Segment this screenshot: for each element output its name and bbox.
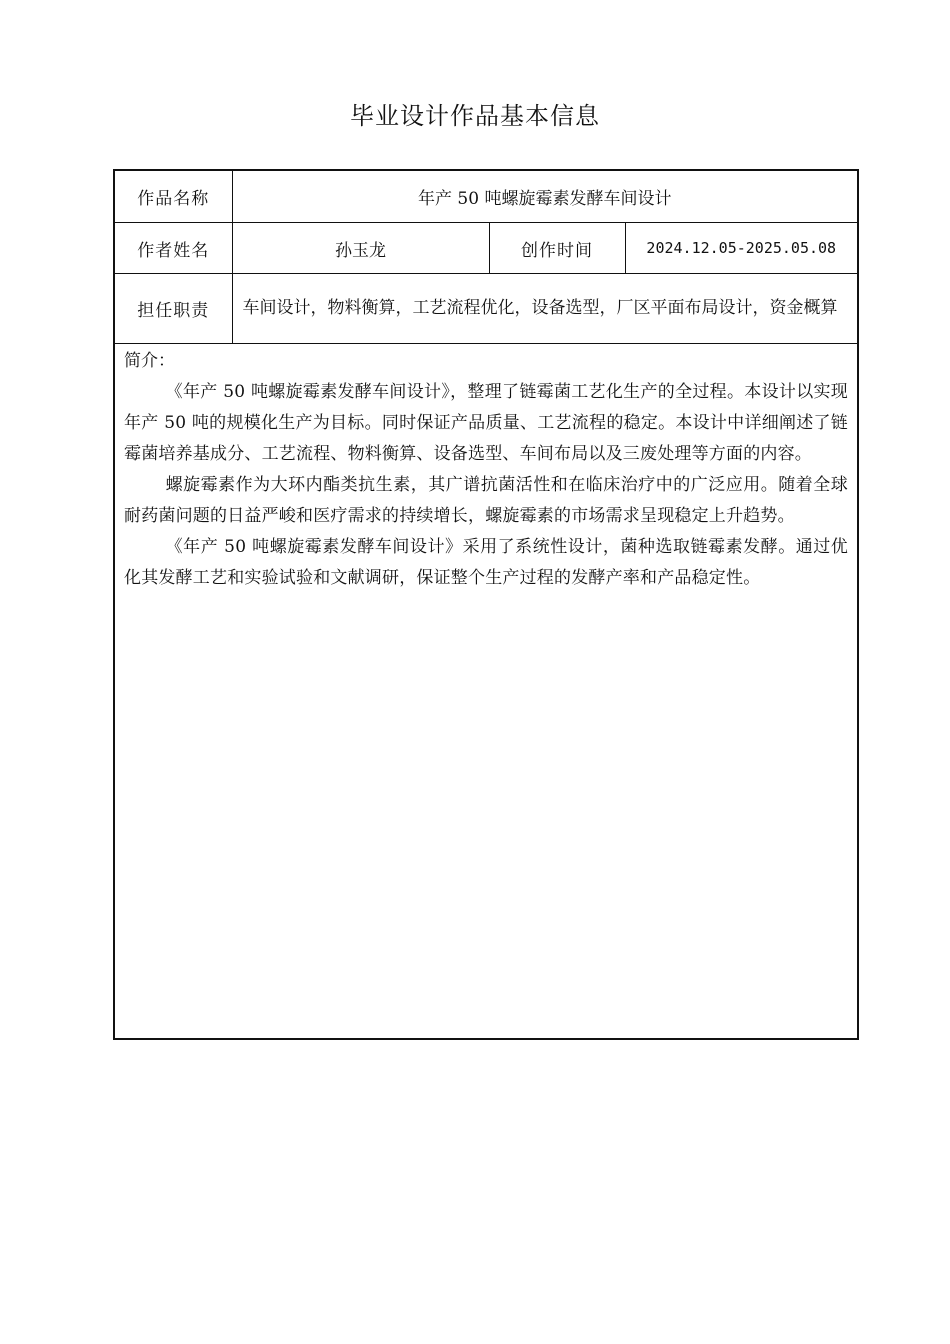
author-label: 作者姓名 [114, 223, 232, 274]
table-row-work-name [114, 170, 858, 223]
page-title: 毕业设计作品基本信息 [350, 102, 600, 130]
time-label: 创作时间 [489, 223, 625, 274]
table-row-author [114, 223, 858, 274]
intro-paragraph: 《年产 50 吨螺旋霉素发酵车间设计》，整理了链霉菌工艺化生产的全过程。本设计以实现年产 50 吨的规模化生产为目标。同时保证产品质量、工艺流程的稳定。本设计中详细阐述了链霉菌培养基成分、工艺流程、物料衡算、设备选型、车间布局以及三废处理等方面的内容。 [124, 382, 848, 464]
duty-value: 车间设计，物料衡算，工艺流程优化，设备选型，厂区平面布局设计，资金概算 [232, 274, 858, 344]
intro-paragraph: 螺旋霉素作为大环内酯类抗生素，其广谱抗菌活性和在临床治疗中的广泛应用。随着全球耐药菌问题的日益严峻和医疗需求的持续增长，螺旋霉素的市场需求呈现稳定上升趋势。 [124, 475, 848, 526]
info-table [113, 169, 859, 1040]
author-value: 孙玉龙 [232, 223, 489, 274]
time-value: 2024.12.05-2025.05.08 [625, 223, 858, 274]
intro-cell [114, 344, 858, 1040]
intro-label: 简介： [124, 351, 175, 371]
work-name-label: 作品名称 [114, 170, 232, 223]
duty-label: 担任职责 [114, 274, 232, 344]
table-row-intro [114, 344, 858, 1040]
intro-paragraph: 《年产 50 吨螺旋霉素发酵车间设计》采用了系统性设计，菌种选取链霉素发酵。通过优化其发酵工艺和实验试验和文献调研，保证整个生产过程的发酵产率和产品稳定性。 [124, 537, 848, 588]
table-row-duty [114, 274, 858, 344]
work-name-value: 年产 50 吨螺旋霉素发酵车间设计 [232, 170, 858, 223]
